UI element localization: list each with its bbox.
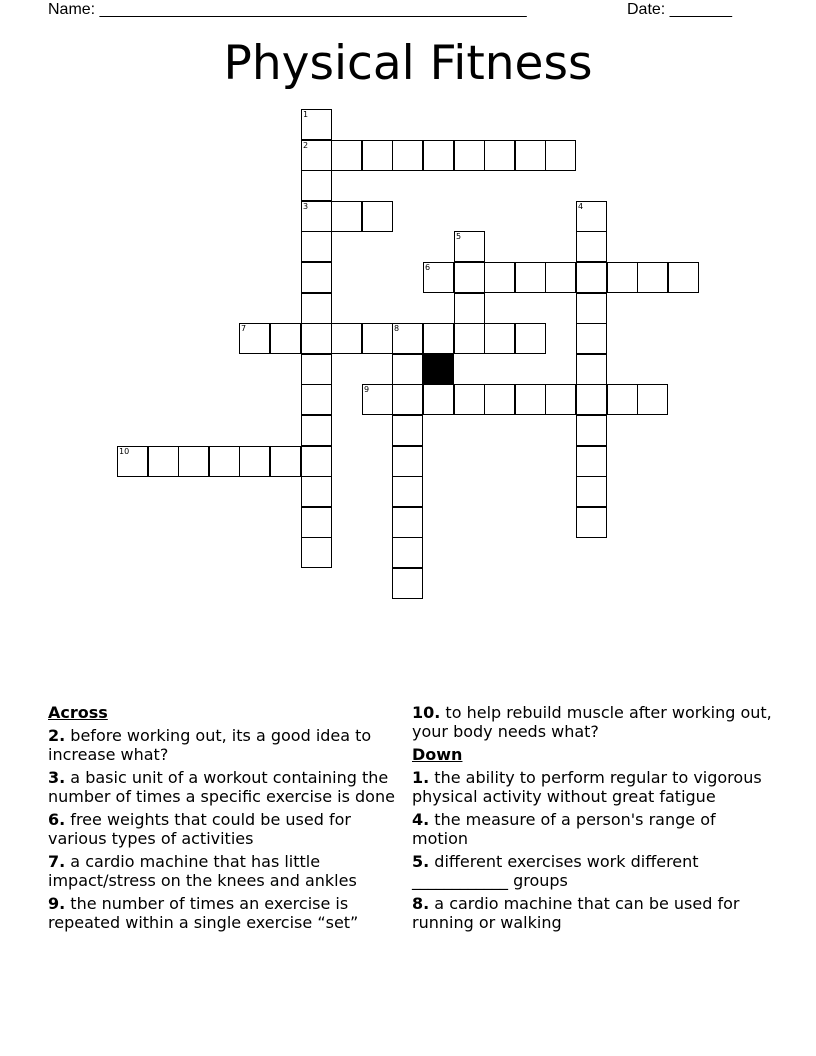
clue-item-text: the measure of a person's range of motion [412, 810, 716, 848]
crossword-cell[interactable] [270, 323, 301, 354]
crossword-cell[interactable] [392, 415, 423, 446]
crossword-cell[interactable] [484, 384, 515, 415]
crossword-cell[interactable] [607, 384, 638, 415]
crossword-cell[interactable] [576, 323, 607, 354]
crossword-cell[interactable] [301, 537, 332, 568]
clue-item-text: different exercises work different ____________ groups [412, 852, 699, 890]
clues-column-right [412, 703, 772, 936]
clue-item [412, 852, 772, 890]
clue-item-number: 9. [48, 894, 66, 913]
clue-item-number: 6. [48, 810, 66, 829]
crossword-cell[interactable] [301, 415, 332, 446]
clue-item-number: 3. [48, 768, 66, 787]
crossword-cell[interactable] [301, 170, 332, 201]
crossword-cell[interactable] [423, 384, 454, 415]
crossword-cell[interactable] [454, 323, 485, 354]
crossword-cell[interactable] [392, 476, 423, 507]
crossword-cell[interactable] [239, 323, 270, 354]
crossword-cell[interactable] [576, 415, 607, 446]
crossword-cell[interactable] [362, 384, 393, 415]
crossword-cell[interactable] [301, 262, 332, 293]
across-clue-list-continued [412, 703, 772, 741]
crossword-cell[interactable] [178, 446, 209, 477]
clue-item-text: before working out, its a good idea to increase what? [48, 726, 372, 764]
crossword-cell[interactable] [576, 262, 607, 293]
crossword-cell[interactable] [607, 262, 638, 293]
crossword-cell[interactable] [576, 293, 607, 324]
crossword-cell[interactable] [301, 323, 332, 354]
crossword-cell[interactable] [301, 201, 332, 232]
crossword-cell[interactable] [576, 384, 607, 415]
clue-item [48, 810, 403, 848]
clue-item-text: a basic unit of a workout containing the number of times a specific exercise is done [48, 768, 395, 806]
crossword-cell[interactable] [484, 262, 515, 293]
clue-item-text: the number of times an exercise is repeated within a single exercise “set” [48, 894, 359, 932]
crossword-cell[interactable] [362, 201, 393, 232]
clue-number: 3 [303, 202, 309, 211]
crossword-cell[interactable] [301, 231, 332, 262]
clue-item-number: 5. [412, 852, 430, 871]
crossword-cell[interactable] [270, 446, 301, 477]
clue-item-text: a cardio machine that has little impact/stress on the knees and ankles [48, 852, 357, 890]
across-heading: Across [48, 703, 108, 722]
crossword-cell[interactable] [392, 354, 423, 385]
crossword-cell[interactable] [484, 323, 515, 354]
clue-number: 10 [119, 447, 130, 456]
crossword-cell[interactable] [392, 507, 423, 538]
crossword-cell[interactable] [515, 262, 546, 293]
clue-item [48, 726, 403, 764]
clue-item-text: free weights that could be used for various types of activities [48, 810, 351, 848]
crossword-cell[interactable] [484, 140, 515, 171]
clue-item [48, 894, 403, 932]
crossword-cell[interactable] [515, 323, 546, 354]
clue-item [412, 810, 772, 848]
crossword-cell[interactable] [423, 140, 454, 171]
crossword-cell[interactable] [148, 446, 179, 477]
clue-item-number: 8. [412, 894, 430, 913]
crossword-cell[interactable] [454, 140, 485, 171]
crossword-cell[interactable] [515, 140, 546, 171]
clue-number: 1 [303, 110, 309, 119]
crossword-cell[interactable] [576, 231, 607, 262]
crossword-cell[interactable] [301, 293, 332, 324]
crossword-cell[interactable] [576, 201, 607, 232]
crossword-cell[interactable] [576, 476, 607, 507]
clues-column-left [48, 703, 403, 936]
crossword-cell[interactable] [423, 262, 454, 293]
clue-item-number: 10. [412, 703, 441, 722]
clue-item-number: 7. [48, 852, 66, 871]
crossword-cell[interactable] [454, 262, 485, 293]
crossword-cell[interactable] [362, 323, 393, 354]
crossword-cell[interactable] [331, 201, 362, 232]
crossword-cell[interactable] [668, 262, 699, 293]
crossword-cell[interactable] [392, 384, 423, 415]
date-field-label[interactable]: Date: _______ [627, 1, 732, 18]
down-clue-list [412, 768, 772, 932]
down-heading: Down [412, 745, 463, 764]
name-field-label[interactable]: Name: ________________________________________________ [48, 1, 527, 18]
crossword-cell[interactable] [301, 476, 332, 507]
crossword-cell[interactable] [454, 231, 485, 262]
clue-item [48, 852, 403, 890]
clue-item [48, 768, 403, 806]
crossword-cell[interactable] [331, 323, 362, 354]
crossword-cell[interactable] [637, 384, 668, 415]
crossword-cell[interactable] [576, 446, 607, 477]
crossword-cell[interactable] [117, 446, 148, 477]
crossword-cell[interactable] [576, 507, 607, 538]
crossword-cell[interactable] [545, 140, 576, 171]
clue-number: 8 [394, 324, 400, 333]
crossword-cell[interactable] [301, 446, 332, 477]
crossword-cell[interactable] [331, 140, 362, 171]
clue-item [412, 894, 772, 932]
clue-item-text: a cardio machine that can be used for running or walking [412, 894, 740, 932]
crossword-cell[interactable] [454, 293, 485, 324]
crossword-black-cell [423, 354, 454, 385]
clue-number: 6 [425, 263, 431, 272]
crossword-cell[interactable] [301, 109, 332, 140]
crossword-cell[interactable] [392, 323, 423, 354]
crossword-cell[interactable] [301, 140, 332, 171]
crossword-cell[interactable] [576, 354, 607, 385]
crossword-cell[interactable] [545, 262, 576, 293]
clue-number: 5 [456, 232, 462, 241]
across-clue-list [48, 726, 403, 932]
crossword-cell[interactable] [239, 446, 270, 477]
crossword-cell[interactable] [301, 354, 332, 385]
clue-item-text: to help rebuild muscle after working out, your body needs what? [412, 703, 772, 741]
clue-number: 9 [364, 385, 370, 394]
crossword-cell[interactable] [545, 384, 576, 415]
crossword-cell[interactable] [515, 384, 546, 415]
clue-number: 2 [303, 141, 309, 150]
clue-item-text: the ability to perform regular to vigorous physical activity without great fatigue [412, 768, 762, 806]
clue-number: 4 [578, 202, 584, 211]
crossword-cell[interactable] [637, 262, 668, 293]
crossword-cell[interactable] [423, 323, 454, 354]
clue-item-number: 1. [412, 768, 430, 787]
crossword-cell[interactable] [362, 140, 393, 171]
clue-number: 7 [241, 324, 247, 333]
clue-item-number: 2. [48, 726, 66, 745]
clue-item-number: 4. [412, 810, 430, 829]
clue-item [412, 703, 772, 741]
clue-item [412, 768, 772, 806]
crossword-cell[interactable] [454, 384, 485, 415]
crossword-cell[interactable] [392, 537, 423, 568]
crossword-cell[interactable] [301, 507, 332, 538]
crossword-cell[interactable] [392, 568, 423, 599]
crossword-cell[interactable] [209, 446, 240, 477]
crossword-cell[interactable] [392, 140, 423, 171]
page-title: Physical Fitness [223, 36, 593, 91]
crossword-cell[interactable] [301, 384, 332, 415]
crossword-cell[interactable] [392, 446, 423, 477]
